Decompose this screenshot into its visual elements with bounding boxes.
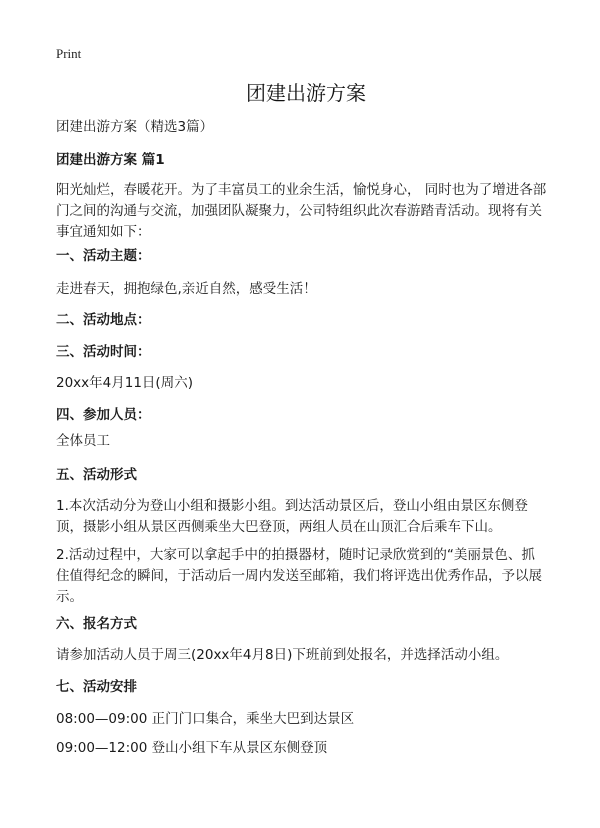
section-heading-location: 二、活动地点：	[56, 312, 151, 328]
time-text: 20xx年4月11日(周六)	[56, 375, 193, 391]
schedule-item: 09:00—12:00 登山小组下车从景区东侧登顶	[56, 740, 328, 756]
signup-text: 请参加活动人员于周三(20xx年4月8日)下班前到处报名，并选择活动小组。	[56, 647, 509, 663]
page-title: 团建出游方案	[246, 81, 366, 105]
participants-text: 全体员工	[56, 433, 110, 449]
print-link[interactable]: Print	[56, 46, 82, 61]
section-heading-theme: 一、活动主题：	[56, 248, 151, 264]
form-paragraph-1: 1.本次活动分为登山小组和摄影小组。到达活动景区后，登山小组由景区东侧登顶，摄影小组从景区西侧乘坐大巴登顶，两组人员在山顶汇合后乘车下山。	[56, 498, 528, 535]
article-heading: 团建出游方案 篇1	[56, 152, 165, 168]
schedule-item: 08:00—09:00 正门门口集合，乘坐大巴到达景区	[56, 711, 355, 727]
form-paragraph-2: 2.活动过程中，大家可以拿起手中的拍摄器材，随时记录欣赏到的“美丽景色、抓住值得纪念的瞬间，于活动后一周内发送至邮箱，我们将评选出优秀作品，予以展示。	[56, 547, 542, 605]
intro-paragraph: 阳光灿烂，春暖花开。为了丰富员工的业余生活，愉悦身心， 同时也为了增进各部门之间的沟通与交流，加强团队凝聚力，公司特组织此次春游踏青活动。现将有关事宜通知如下：	[56, 182, 547, 240]
section-heading-form: 五、活动形式	[56, 467, 137, 483]
section-heading-time: 三、活动时间：	[56, 344, 151, 360]
subtitle: 团建出游方案（精选3篇）	[56, 119, 214, 135]
section-heading-participants: 四、参加人员：	[56, 407, 151, 423]
theme-text: 走进春天，拥抱绿色,亲近自然，感受生活！	[56, 281, 317, 297]
section-heading-schedule: 七、活动安排	[56, 679, 137, 695]
section-heading-signup: 六、报名方式	[56, 616, 137, 632]
